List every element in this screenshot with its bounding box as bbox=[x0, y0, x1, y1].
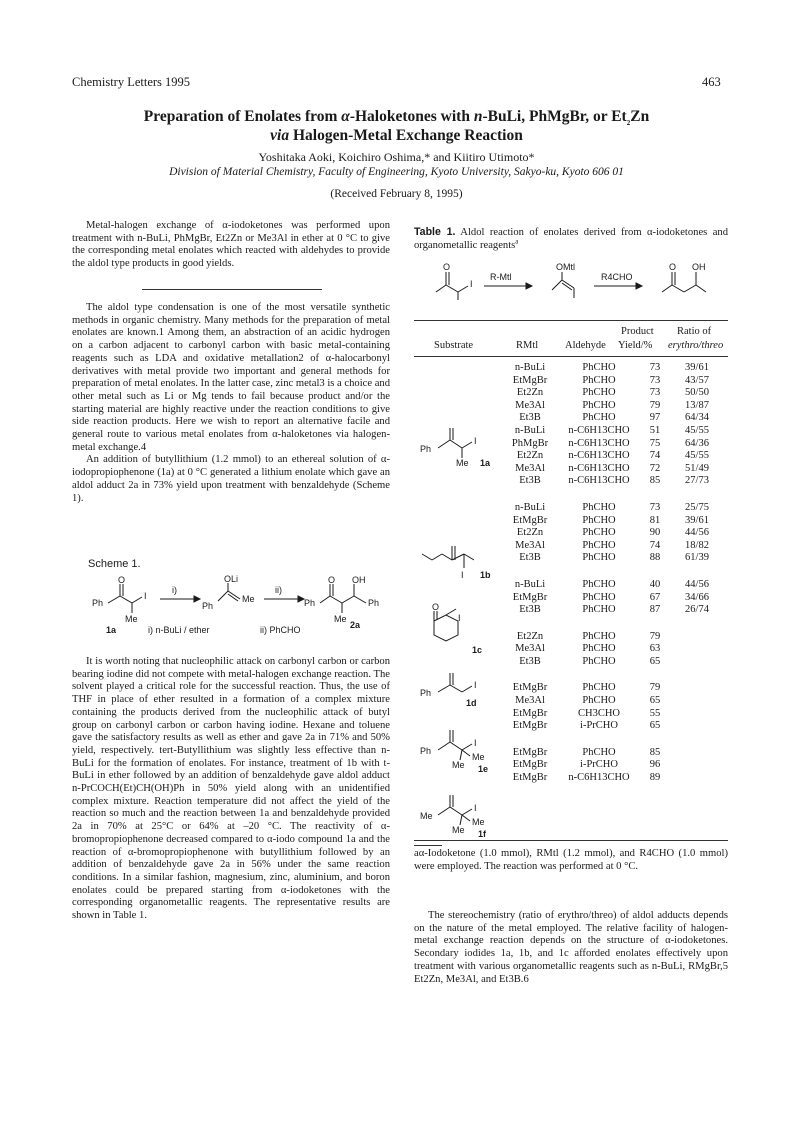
cell-yield: 51 bbox=[649, 424, 661, 436]
svg-text:I: I bbox=[458, 613, 461, 623]
header-ratio: Ratio of bbox=[677, 326, 712, 337]
svg-text:I: I bbox=[474, 436, 477, 446]
svg-text:I: I bbox=[461, 570, 464, 580]
svg-text:I: I bbox=[474, 803, 477, 813]
svg-text:1f: 1f bbox=[478, 829, 487, 839]
cell-yield: 73 bbox=[649, 374, 661, 386]
table-row bbox=[500, 375, 722, 388]
atom-me-2a: Me bbox=[334, 614, 347, 624]
table-top-rule bbox=[414, 320, 728, 321]
cell-rmtl: n-BuLi bbox=[514, 424, 546, 436]
cell-aldehyde: PhCHO bbox=[582, 412, 616, 424]
svg-text:1d: 1d bbox=[466, 698, 477, 708]
cell-aldehyde: PhCHO bbox=[582, 643, 616, 655]
cell-yield: 65 bbox=[649, 695, 661, 707]
cell-ratio: 45/55 bbox=[685, 450, 709, 462]
cell-rmtl: Et2Zn bbox=[516, 527, 544, 539]
cell-rmtl: EtMgBr bbox=[512, 374, 548, 386]
cell-rmtl: PhMgBr bbox=[511, 437, 549, 449]
paragraph-3: It is worth noting that nucleophilic attack on carbonyl carbon or carbon bearing iodine did not compete with metal-halogen exchange reaction. The solvent played a critical role for the successful reaction. Thus, the use of THF in place of ether resulted in a formation of a complex mixture containing the products derived from the nucleophilic attack of butyl group on carbonyl carbon or carbon having iodine. Hexane and toluene gave the satisfactory results as well as ether and gave 2a in 71% and 50% yield, respectively. tert-Butyllithium was slightly less effective than n-BuLi for the formation of enolates. For instance, treatment of 1b with t-BuLi in ether followed by an addition of benzaldehyde gave aldol adduct n-PrCOCH(Et)CH(OH)Ph in 50% yield along with an unidentified complex mixture. Reaction temperature did not affect the yield of the reaction so much and the reaction between 1a and benzaldehyde provided 2a in 70% at 25°C or 64% at –20 °C. The reactivity of α-bromopropiophenone decreased compared to α-iodo compound 1a and the reaction of α-bromopropiophenone with butyllithium followed by an addition of benzaldehyde gave 2a in 56% under the same reaction conditions. In a similar fashion, magnesium, zinc, aluminium, and boron enolates could be prepared starting from α-iodoketones with the corresponding organometallic reagents. The representative results are shown in Table 1. bbox=[72, 656, 390, 922]
svg-text:Me: Me bbox=[452, 825, 465, 835]
table-row bbox=[500, 552, 722, 565]
table-row bbox=[500, 450, 722, 463]
received-date: (Received February 8, 1995) bbox=[330, 188, 463, 200]
cell-ratio bbox=[672, 720, 722, 733]
cell-aldehyde: PhCHO bbox=[582, 527, 616, 539]
cell-aldehyde: PhCHO bbox=[582, 591, 616, 603]
table-row bbox=[500, 747, 722, 760]
paragraph-2: An addition of butyllithium (1.2 mmol) to an ethereal solution of α-iodopropiophenone (1a) at 0 °C generated a lithium enolate which gave an aldol adduct 2a in 73% yield upon treatment with benzaldehyde (Scheme 1). bbox=[72, 454, 390, 504]
cell-aldehyde: PhCHO bbox=[582, 552, 616, 564]
cell-aldehyde: PhCHO bbox=[582, 387, 616, 399]
cell-aldehyde: PhCHO bbox=[582, 630, 616, 642]
cell-rmtl: Et3B bbox=[519, 655, 541, 667]
scheme-title: Scheme 1. bbox=[88, 558, 141, 570]
substrate-1a-structure bbox=[420, 420, 500, 470]
table-row bbox=[500, 682, 722, 695]
substrate-1d-structure bbox=[420, 668, 500, 710]
paragraph-4: The stereochemistry (ratio of erythro/threo) of aldol adducts depends on the nature of the metal employed. The relative facility of halogen-metal exchange reaction depends on the structure of α-iodoketones. Secondary iodides 1a, 1b, and 1c afforded enolates effectively upon treatment with various organometallic reagents such as n-BuLi, RMgBr,5 Et2Zn, Me3Al, and Et3B.6 bbox=[414, 910, 728, 985]
cell-rmtl: Et3B bbox=[519, 412, 541, 424]
header-product: Product bbox=[621, 326, 654, 337]
svg-text:Ph: Ph bbox=[420, 688, 432, 698]
cell-rmtl: EtMgBr bbox=[512, 772, 548, 784]
table-reagent-1: R-Mtl bbox=[490, 272, 512, 282]
cell-rmtl: n-BuLi bbox=[514, 362, 546, 373]
cell-ratio: 43/57 bbox=[685, 374, 709, 386]
header-yield: Yield/% bbox=[618, 340, 653, 351]
atom-ph2-2a: Ph bbox=[368, 598, 380, 608]
cell-ratio: 61/39 bbox=[685, 552, 709, 564]
cell-rmtl: Me3Al bbox=[515, 462, 545, 474]
cell-yield: 79 bbox=[649, 682, 661, 694]
cell-yield: 81 bbox=[649, 514, 661, 526]
cell-yield: 65 bbox=[649, 655, 661, 667]
svg-text:Ph: Ph bbox=[420, 444, 432, 454]
table-atom-i: I bbox=[470, 279, 473, 289]
cell-rmtl: EtMgBr bbox=[512, 682, 548, 694]
cell-ratio bbox=[672, 682, 722, 695]
svg-text:1e: 1e bbox=[478, 764, 489, 774]
cell-yield: 67 bbox=[649, 591, 661, 603]
atom-oh-2a: OH bbox=[352, 575, 366, 585]
cell-yield: 87 bbox=[649, 604, 661, 616]
cell-rmtl: Et3B bbox=[519, 552, 541, 564]
table-reagent-2: R4CHO bbox=[601, 272, 633, 282]
atom-o-2a: O bbox=[328, 575, 336, 585]
svg-text:Ph: Ph bbox=[420, 746, 432, 756]
table-row bbox=[500, 643, 722, 656]
table-bottom-rule bbox=[414, 840, 728, 841]
atom-o-1a: O bbox=[118, 575, 126, 585]
group-spacer bbox=[500, 617, 722, 631]
cell-yield: 72 bbox=[649, 462, 661, 474]
cell-ratio: 25/75 bbox=[685, 501, 709, 513]
step-2-label: ii) bbox=[275, 585, 282, 595]
cell-rmtl: Me3Al bbox=[515, 539, 545, 551]
atom-oli: OLi bbox=[224, 575, 239, 584]
svg-text:1c: 1c bbox=[472, 645, 483, 655]
cell-ratio: 27/73 bbox=[685, 475, 709, 487]
body-right bbox=[414, 910, 728, 986]
condition-1: i) n-BuLi / ether bbox=[148, 625, 210, 635]
substrate-1f-structure bbox=[420, 787, 500, 839]
group-spacer bbox=[500, 733, 722, 747]
cell-aldehyde: n-C6H13CHO bbox=[568, 475, 630, 487]
cell-aldehyde: PhCHO bbox=[582, 604, 616, 616]
header-substrate: Substrate bbox=[434, 340, 474, 351]
cell-ratio: 26/74 bbox=[685, 604, 709, 616]
table-row bbox=[500, 400, 722, 413]
table-row bbox=[500, 463, 722, 476]
cell-aldehyde: n-C6H13CHO bbox=[568, 437, 630, 449]
cell-rmtl: EtMgBr bbox=[512, 759, 548, 771]
cell-yield: 65 bbox=[649, 720, 661, 732]
table-row bbox=[500, 695, 722, 708]
substrate-1b-structure bbox=[420, 540, 500, 580]
cell-yield: 90 bbox=[649, 527, 661, 539]
cell-ratio bbox=[672, 772, 722, 785]
cell-ratio: 13/87 bbox=[685, 399, 709, 411]
table-row bbox=[500, 362, 722, 375]
cell-ratio: 34/66 bbox=[685, 591, 709, 603]
cell-yield: 74 bbox=[649, 450, 661, 462]
cell-rmtl: Et2Zn bbox=[516, 450, 544, 462]
cell-aldehyde: PhCHO bbox=[582, 695, 616, 707]
header-rmtl: RMtl bbox=[516, 340, 539, 351]
table-caption: Table 1. Aldol reaction of enolates derived from α-iodoketones and organometallic reagents$^a$ bbox=[414, 226, 728, 251]
cell-aldehyde: i-PrCHO bbox=[580, 720, 618, 732]
cell-aldehyde: PhCHO bbox=[582, 682, 616, 694]
svg-text:Me: Me bbox=[472, 817, 485, 827]
scheme-1-diagram bbox=[78, 575, 390, 637]
table-row bbox=[500, 656, 722, 669]
cell-yield: 79 bbox=[649, 399, 661, 411]
body-left-bottom bbox=[72, 656, 390, 923]
cell-aldehyde: PhCHO bbox=[582, 362, 616, 373]
cell-aldehyde: PhCHO bbox=[582, 746, 616, 758]
cell-yield: 85 bbox=[649, 746, 661, 758]
cell-yield: 89 bbox=[649, 772, 661, 784]
cell-aldehyde: PhCHO bbox=[582, 655, 616, 667]
cell-yield: 55 bbox=[649, 707, 661, 719]
cell-ratio: 64/34 bbox=[685, 412, 709, 424]
table-footnote: aα-Iodoketone (1.0 mmol), RMtl (1.2 mmol), and R4CHO (1.0 mmol) were employed. The reaction was performed at 0 °C. bbox=[414, 848, 728, 872]
cell-rmtl: EtMgBr bbox=[512, 720, 548, 732]
cell-yield: 85 bbox=[649, 475, 661, 487]
cell-yield: 75 bbox=[649, 437, 661, 449]
svg-text:Me: Me bbox=[420, 811, 433, 821]
header-aldehyde: Aldehyde bbox=[565, 340, 606, 351]
cell-rmtl: Et2Zn bbox=[516, 630, 544, 642]
table-row bbox=[500, 438, 722, 451]
cell-ratio bbox=[672, 708, 722, 721]
aldol-data-table bbox=[500, 362, 722, 785]
cell-rmtl: Et2Zn bbox=[516, 387, 544, 399]
cell-aldehyde: n-C6H13CHO bbox=[568, 772, 630, 784]
group-spacer bbox=[500, 565, 722, 579]
cell-aldehyde: n-C6H13CHO bbox=[568, 450, 630, 462]
cell-ratio bbox=[672, 695, 722, 708]
body-left-top bbox=[72, 302, 390, 505]
table-omtl: OMtl bbox=[556, 262, 575, 272]
cell-yield: 73 bbox=[649, 362, 661, 373]
table-row bbox=[500, 387, 722, 400]
svg-text:Me: Me bbox=[472, 752, 485, 762]
cell-ratio: 44/56 bbox=[685, 527, 709, 539]
atom-me-enolate: Me bbox=[242, 594, 255, 604]
group-spacer bbox=[500, 668, 722, 682]
cell-ratio bbox=[672, 656, 722, 669]
atom-ph-enolate: Ph bbox=[202, 601, 214, 611]
cell-yield: 96 bbox=[649, 759, 661, 771]
cell-aldehyde: CH3CHO bbox=[577, 707, 620, 719]
table-atom-o-product: O bbox=[669, 262, 677, 272]
cell-yield: 74 bbox=[649, 539, 661, 551]
footnote-rule bbox=[414, 845, 442, 846]
table-row bbox=[500, 579, 722, 592]
cell-rmtl: EtMgBr bbox=[512, 707, 548, 719]
atom-i-1a: I bbox=[144, 591, 147, 601]
cell-ratio: 39/61 bbox=[685, 514, 709, 526]
table-row bbox=[500, 540, 722, 553]
svg-text:Me: Me bbox=[456, 458, 469, 468]
table-row bbox=[500, 631, 722, 644]
cell-rmtl: n-BuLi bbox=[514, 578, 546, 590]
cell-yield: 40 bbox=[649, 578, 661, 590]
compound-2a-label: 2a bbox=[350, 620, 361, 630]
condition-2: ii) PhCHO bbox=[260, 625, 301, 635]
cell-aldehyde: PhCHO bbox=[582, 539, 616, 551]
compound-1a-label: 1a bbox=[106, 625, 117, 635]
table-row bbox=[500, 759, 722, 772]
table-row bbox=[500, 772, 722, 785]
table-row bbox=[500, 425, 722, 438]
cell-aldehyde: PhCHO bbox=[582, 514, 616, 526]
cell-ratio: 18/82 bbox=[685, 539, 709, 551]
table-row bbox=[500, 592, 722, 605]
cell-ratio bbox=[672, 759, 722, 772]
affiliation: Division of Material Chemistry, Faculty of Engineering, Kyoto University, Sakyo-ku, Kyoto 606 01 bbox=[169, 166, 624, 178]
cell-aldehyde: n-C6H13CHO bbox=[568, 462, 630, 474]
cell-ratio: 39/61 bbox=[685, 362, 709, 373]
cell-rmtl: EtMgBr bbox=[512, 591, 548, 603]
cell-rmtl: EtMgBr bbox=[512, 514, 548, 526]
atom-ph-1a: Ph bbox=[92, 598, 104, 608]
cell-yield: 73 bbox=[649, 501, 661, 513]
cell-aldehyde: PhCHO bbox=[582, 374, 616, 386]
cell-yield: 79 bbox=[649, 630, 661, 642]
cell-rmtl: n-BuLi bbox=[514, 501, 546, 513]
cell-aldehyde: PhCHO bbox=[582, 501, 616, 513]
step-1-label: i) bbox=[172, 585, 177, 595]
abstract: Metal-halogen exchange of α-iodoketones was performed upon treatment with n-BuLi, PhMgBr, Et2Zn or Me3Al in ether at 0 °C to give the corresponding metal enolates which reacted with aldehydes to provide the aldol type products in good yields. bbox=[72, 220, 390, 270]
header-ratio-2: erythro/threo bbox=[668, 340, 724, 351]
svg-text:1b: 1b bbox=[480, 570, 491, 580]
table-row bbox=[500, 502, 722, 515]
cell-rmtl: Me3Al bbox=[515, 643, 545, 655]
atom-me-1a: Me bbox=[125, 614, 138, 624]
table-row bbox=[500, 604, 722, 617]
cell-rmtl: Et3B bbox=[519, 604, 541, 616]
page-number: 463 bbox=[702, 75, 721, 89]
paper-title: Preparation of Enolates from α-Haloketones with n-BuLi, PhMgBr, or $Et_2Zn$ via Halogen-Metal Exchange Reaction bbox=[143, 108, 650, 144]
cell-yield: 73 bbox=[649, 387, 661, 399]
table-row bbox=[500, 708, 722, 721]
cell-ratio bbox=[672, 747, 722, 760]
substrate-1e-structure bbox=[420, 722, 500, 776]
cell-ratio bbox=[672, 643, 722, 656]
svg-text:I: I bbox=[474, 680, 477, 690]
cell-rmtl: Me3Al bbox=[515, 695, 545, 707]
table-reaction-scheme bbox=[414, 262, 728, 310]
cell-rmtl: Et3B bbox=[519, 475, 541, 487]
svg-text:Me: Me bbox=[452, 760, 465, 770]
cell-ratio: 64/36 bbox=[685, 437, 709, 449]
paragraph-1: The aldol type condensation is one of the most versatile synthetic methods in organic chemistry. Many methods for the preparation of metal enolates are known.1 Among them, an abstraction of an acidic hydrogen on a carbon adjacent to carbonyl carbon with basic metal-containing reagents such as LDA and oxidative metallation2 of α-halocarbonyl derivatives with metal provide two important and general methods for preparation of metal enolates. In the latter case, zinc metal3 is a choice and other metal such as Li or Mg tends to fail because product and/or the starting material are highly reactive under the reaction conditions to give side reaction products. Here we wish to report an alternative facile and general route to various metal enolates from α-haloketones via halogen-metal exchange.4 bbox=[72, 302, 390, 453]
svg-text:O: O bbox=[432, 603, 440, 612]
cell-aldehyde: n-C6H13CHO bbox=[568, 424, 630, 436]
journal-name: Chemistry Letters 1995 bbox=[72, 75, 191, 89]
cell-rmtl: Me3Al bbox=[515, 399, 545, 411]
group-spacer bbox=[500, 488, 722, 502]
cell-aldehyde: PhCHO bbox=[582, 578, 616, 590]
atom-ph-2a: Ph bbox=[304, 598, 316, 608]
svg-text:1a: 1a bbox=[480, 458, 491, 468]
table-atom-oh-product: OH bbox=[692, 262, 706, 272]
svg-text:I: I bbox=[474, 738, 477, 748]
table-row bbox=[500, 475, 722, 488]
table-body bbox=[500, 362, 722, 785]
table-atom-o: O bbox=[443, 262, 451, 272]
table-row bbox=[500, 527, 722, 540]
cell-rmtl: EtMgBr bbox=[512, 746, 548, 758]
table-row bbox=[500, 412, 722, 425]
cell-yield: 88 bbox=[649, 552, 661, 564]
table-row bbox=[500, 720, 722, 733]
abstract-divider bbox=[142, 289, 322, 290]
cell-ratio: 50/50 bbox=[685, 387, 709, 399]
cell-yield: 63 bbox=[649, 643, 661, 655]
cell-ratio: 51/49 bbox=[685, 462, 709, 474]
cell-aldehyde: PhCHO bbox=[582, 399, 616, 411]
authors: Yoshitaka Aoki, Koichiro Oshima,* and Kiitiro Utimoto* bbox=[258, 150, 535, 164]
table-row bbox=[500, 515, 722, 528]
cell-ratio bbox=[672, 631, 722, 644]
table-header-rule bbox=[414, 356, 728, 357]
substrate-1c-structure bbox=[420, 603, 500, 655]
cell-ratio: 45/55 bbox=[685, 424, 709, 436]
cell-yield: 97 bbox=[649, 412, 661, 424]
cell-aldehyde: i-PrCHO bbox=[580, 759, 618, 771]
cell-ratio: 44/56 bbox=[685, 578, 709, 590]
